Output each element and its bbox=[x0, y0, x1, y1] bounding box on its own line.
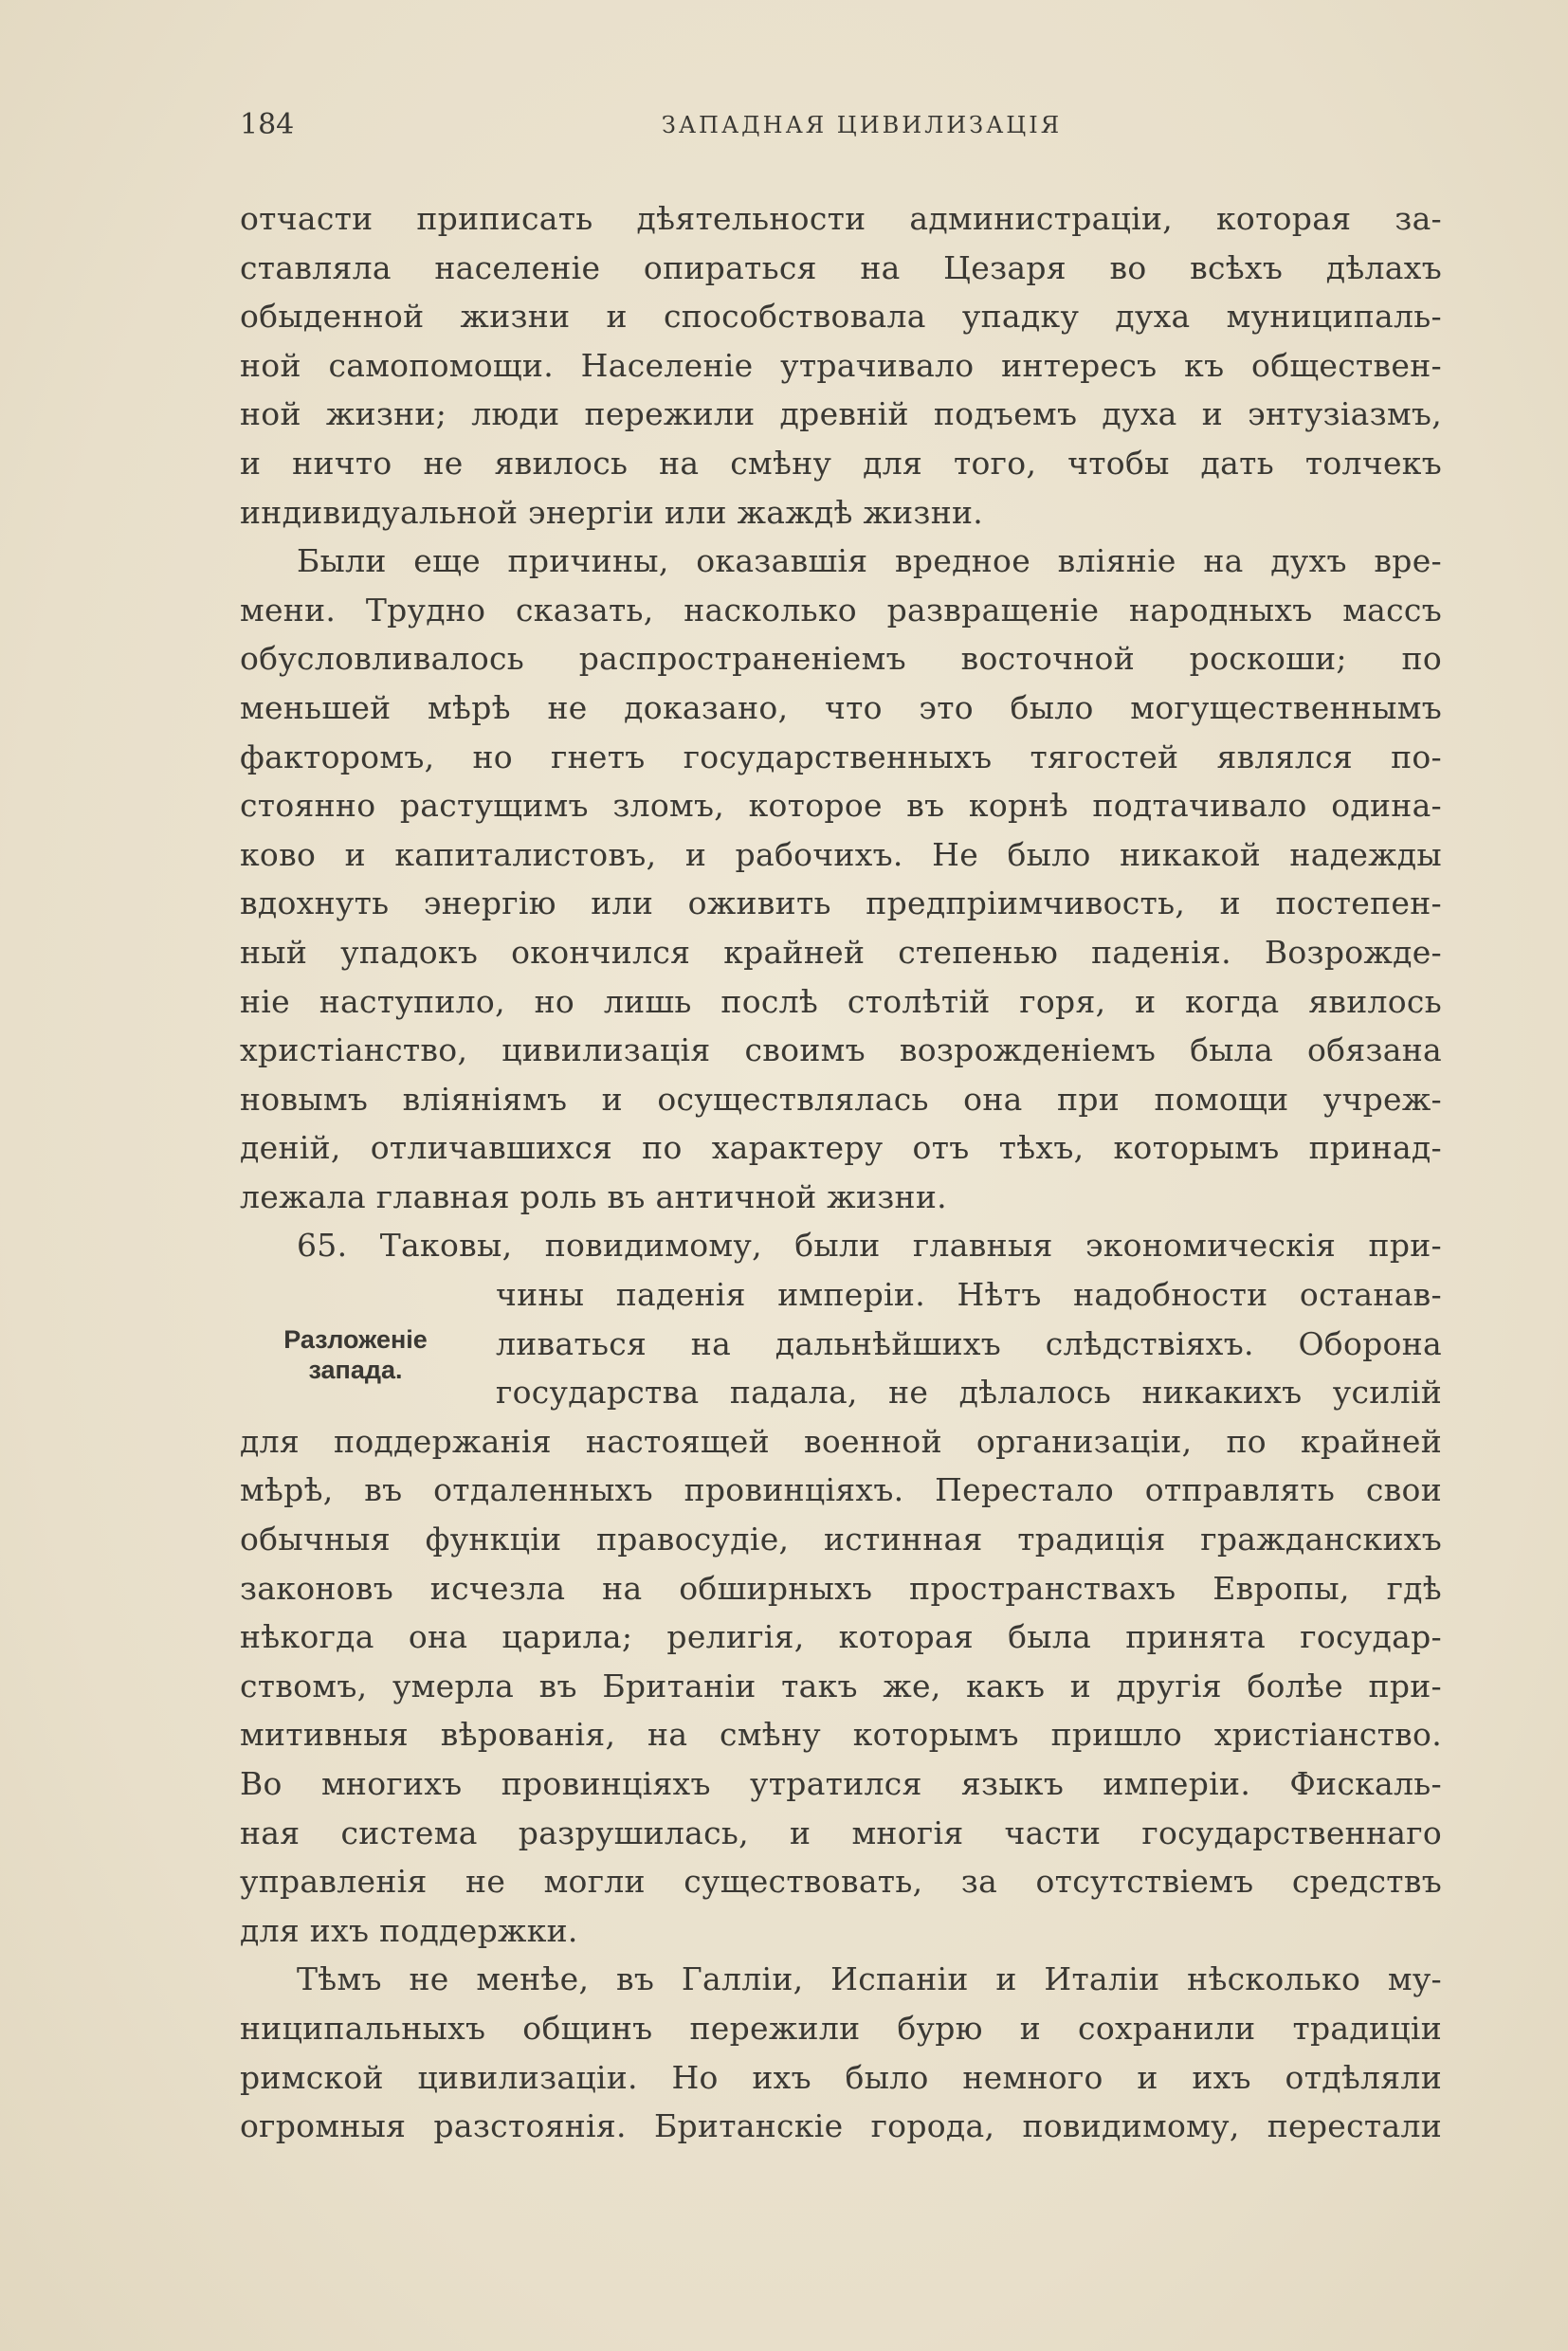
text-line: и ничто не явилось на смѣну для того, чтобы дать толчекъ bbox=[240, 444, 1442, 482]
text-line: обыденной жизни и способствовала упадку духа муниципаль- bbox=[240, 298, 1442, 336]
text-line: для поддержанія настоящей военной организаціи, по крайней bbox=[240, 1422, 1442, 1460]
text-line: мени. Трудно сказать, насколько развращеніе народныхъ массъ bbox=[240, 591, 1442, 629]
text-line: ниципальныхъ общинъ пережили бурю и сохранили традиціи bbox=[240, 2009, 1442, 2047]
text-line: лежала главная роль въ античной жизни. bbox=[240, 1177, 947, 1215]
text-line: ной самопомощи. Населеніе утрачивало интересъ къ обществен- bbox=[240, 346, 1442, 384]
page-number: 184 bbox=[240, 108, 295, 141]
text-line: деній, отличавшихся по характеру отъ тѣхъ, которымъ принад- bbox=[240, 1129, 1442, 1167]
text-line: государства падала, не дѣлалось никакихъ усилій bbox=[496, 1374, 1442, 1412]
text-line: митивныя вѣрованія, на смѣну которымъ пришло христіанство. bbox=[240, 1716, 1442, 1754]
text-line: факторомъ, но гнетъ государственныхъ тягостей являлся по- bbox=[240, 738, 1442, 775]
text-line: вдохнуть энергію или оживить предпріимчивость, и постепен- bbox=[240, 884, 1442, 922]
text-line: мѣрѣ, въ отдаленныхъ провинціяхъ. Перестало отправлять свои bbox=[240, 1471, 1442, 1509]
text-line: ной жизни; люди пережили древній подъемъ духа и энтузіазмъ, bbox=[240, 395, 1442, 433]
text-line: христіанство, цивилизація своимъ возрожденіемъ была обязана bbox=[240, 1031, 1442, 1069]
text-line: управленія не могли существовать, за отсутствіемъ средствъ bbox=[240, 1863, 1442, 1901]
text-line: обусловливалось распространеніемъ восточной роскоши; по bbox=[240, 640, 1442, 678]
text-line: нѣкогда она царила; религія, которая была принята государ- bbox=[240, 1618, 1442, 1656]
text-line: для ихъ поддержки. bbox=[240, 1911, 578, 1949]
text-line: ніе наступило, но лишь послѣ столѣтій горя, и когда явилось bbox=[240, 982, 1442, 1020]
text-line: ствомъ, умерла въ Британіи такъ же, какъ и другія болѣе при- bbox=[240, 1667, 1442, 1704]
running-title: ЗАПАДНАЯ ЦИВИЛИЗАЦІЯ bbox=[661, 112, 1063, 138]
text-line: обычныя функціи правосудіе, истинная традиція гражданскихъ bbox=[240, 1521, 1442, 1558]
text-line: меньшей мѣрѣ не доказано, что это было могущественнымъ bbox=[240, 688, 1442, 726]
text-line: Тѣмъ не менѣе, въ Галліи, Испаніи и Италіи нѣсколько му- bbox=[297, 1960, 1442, 1998]
text-line: ливаться на дальнѣйшихъ слѣдствіяхъ. Оборона bbox=[496, 1324, 1442, 1362]
body-text bbox=[240, 194, 1442, 2151]
text-line: римской цивилизаціи. Но ихъ было немного и ихъ отдѣляли bbox=[240, 2058, 1442, 2096]
text-line: ставляла населеніе опираться на Цезаря во всѣхъ дѣлахъ bbox=[240, 248, 1442, 286]
text-line: ный упадокъ окончился крайней степенью паденія. Возрожде- bbox=[240, 933, 1442, 971]
text-line: 65. Таковы, повидимому, были главныя экономическія при- bbox=[297, 1227, 1442, 1265]
text-line: отчасти приписать дѣятельности администраціи, которая за- bbox=[240, 200, 1442, 237]
text-line: чины паденія имперіи. Нѣтъ надобности останав- bbox=[496, 1276, 1442, 1314]
text-line: Во многихъ провинціяхъ утратился языкъ имперіи. Фискаль- bbox=[240, 1765, 1442, 1802]
text-line: стоянно растущимъ зломъ, которое въ корнѣ подтачивало одина- bbox=[240, 787, 1442, 825]
text-line: Были еще причины, оказавшія вредное вліяніе на духъ вре- bbox=[297, 542, 1442, 580]
text-line: ная система разрушилась, и многія части государственнаго bbox=[240, 1813, 1442, 1851]
margin-note-line: запада. bbox=[308, 1356, 403, 1384]
text-line: огромныя разстоянія. Британскіе города, повидимому, перестали bbox=[240, 2107, 1442, 2145]
text-line: индивидуальной энергіи или жаждѣ жизни. bbox=[240, 493, 984, 531]
text-line: законовъ исчезла на обширныхъ пространствахъ Европы, гдѣ bbox=[240, 1569, 1442, 1607]
text-line: новымъ вліяніямъ и осуществлялась она при помощи учреж- bbox=[240, 1080, 1442, 1118]
margin-note-line: Разложеніе bbox=[283, 1325, 428, 1354]
running-head bbox=[240, 106, 1446, 144]
text-line: ково и капиталистовъ, и рабочихъ. Не было никакой надежды bbox=[240, 835, 1442, 873]
